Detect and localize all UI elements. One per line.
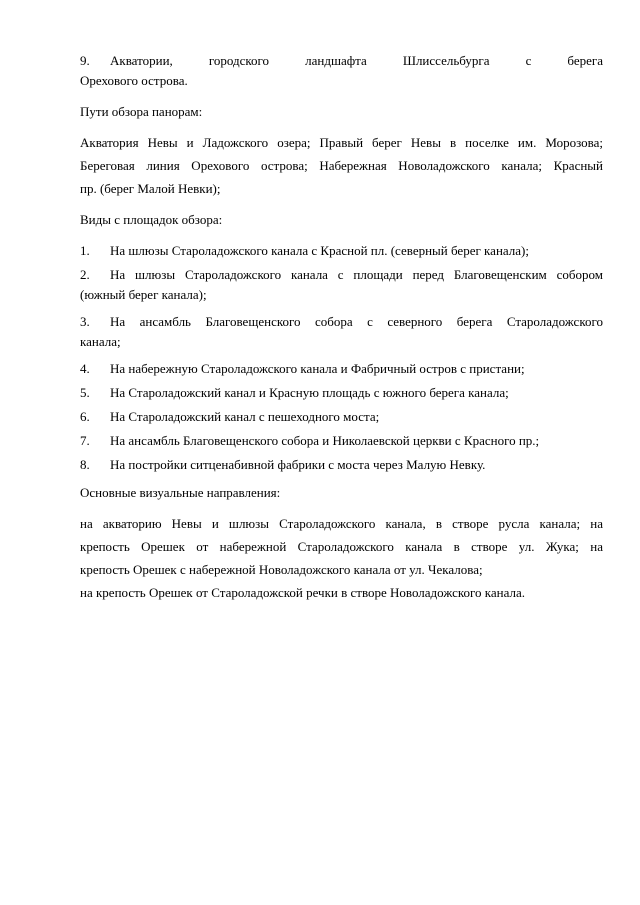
list-item-text: На Староладожский канал и Красную площадь с южного берега канала;: [110, 385, 509, 400]
list-item: [80, 433, 603, 449]
list-item-number: 7.: [80, 433, 90, 448]
directions-line: крепость Орешек от набережной Староладожского канала в створе ул. Жука; на: [80, 539, 603, 554]
list-item-number: 8.: [80, 457, 90, 472]
list-item-text: На Староладожский канал с пешеходного моста;: [110, 409, 380, 424]
directions-heading: Основные визуальные направления:: [80, 485, 281, 500]
viewpoints-list: [80, 243, 603, 473]
list-item-continuation: (южный берег канала);: [80, 287, 207, 302]
list-item: [80, 457, 603, 473]
directions-paragraph: [80, 512, 603, 604]
list-item: [80, 409, 603, 425]
panorama-paragraph: [80, 131, 603, 200]
list-item: [80, 385, 603, 401]
list-item-number: 1.: [80, 243, 90, 258]
list-item-number: 3.: [80, 314, 90, 329]
item-9-block: [80, 53, 603, 92]
list-item-text: На набережную Староладожского канала и Фабричный остров с пристани;: [110, 361, 525, 376]
list-item: [80, 267, 603, 306]
panorama-line: Береговая линия Орехового острова; Набережная Новоладожского канала; Красный: [80, 158, 603, 173]
item-9-text: Акватории, городского ландшафта Шлиссельбурга с берега: [110, 53, 603, 68]
panorama-heading: Пути обзора панорам:: [80, 104, 203, 119]
list-item-continuation: канала;: [80, 334, 121, 349]
item-9-continuation: Орехового острова.: [80, 73, 188, 88]
document-page: [80, 53, 603, 604]
list-item-text: На шлюзы Староладожского канала с Красной пл. (северный берег канала);: [110, 243, 529, 258]
list-item-number: 4.: [80, 361, 90, 376]
list-item: [80, 361, 603, 377]
list-item: [80, 314, 603, 353]
item-9-first-line: [80, 53, 603, 69]
panorama-line: пр. (берег Малой Невки);: [80, 181, 221, 196]
list-item-text: На шлюзы Староладожского канала с площади перед Благовещенским собором: [110, 267, 603, 282]
list-item-number: 6.: [80, 409, 90, 424]
directions-line: на крепость Орешек от Староладожской речки в створе Новоладожского канала.: [80, 585, 526, 600]
list-item-text: На постройки ситценабивной фабрики с моста через Малую Невку.: [110, 457, 486, 472]
list-item-number: 5.: [80, 385, 90, 400]
list-item-text: На ансамбль Благовещенского собора и Николаевской церкви с Красного пр.;: [110, 433, 540, 448]
list-item: [80, 243, 603, 259]
item-9-number: 9.: [80, 53, 90, 68]
list-item-number: 2.: [80, 267, 90, 282]
directions-line: крепость Орешек с набережной Новоладожского канала от ул. Чекалова;: [80, 562, 483, 577]
viewpoints-heading: Виды с площадок обзора:: [80, 212, 223, 227]
list-item-text: На ансамбль Благовещенского собора с северного берега Староладожского: [110, 314, 603, 329]
directions-line: на акваторию Невы и шлюзы Староладожского канала, в створе русла канала; на: [80, 516, 603, 531]
panorama-line: Акватория Невы и Ладожского озера; Правый берег Невы в поселке им. Морозова;: [80, 135, 603, 150]
